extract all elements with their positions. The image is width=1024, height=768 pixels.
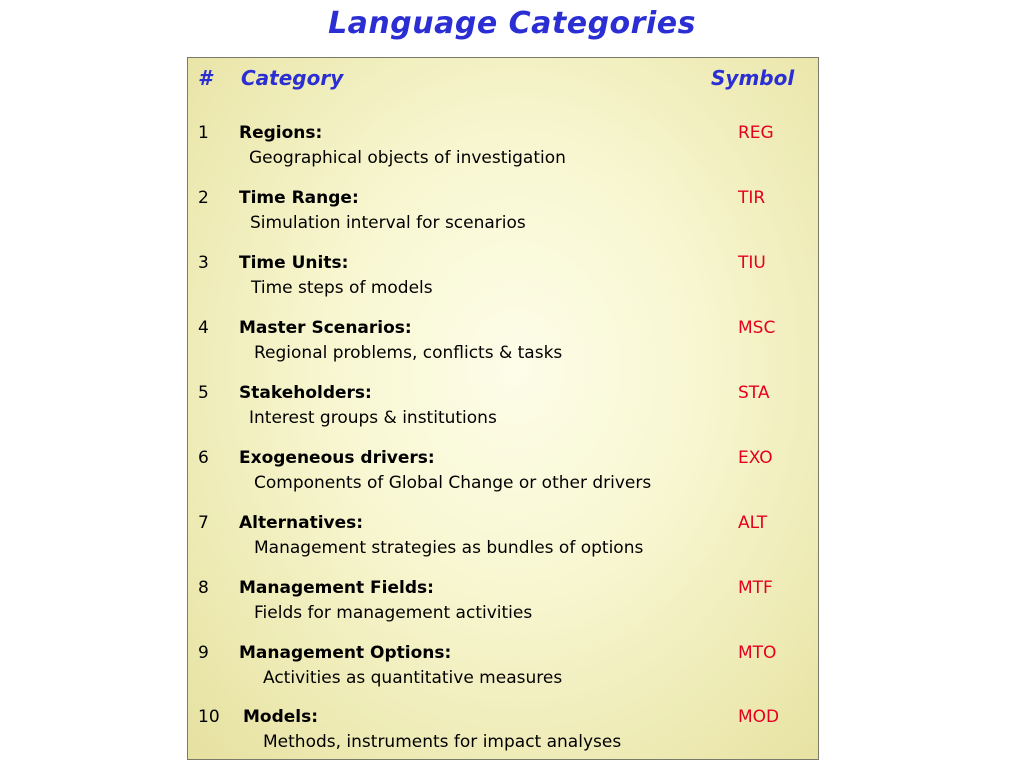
category-entry-exogeneous-drivers [0,448,1024,508]
entry-name: Regions: [239,123,323,143]
entry-number: 5 [198,383,209,403]
entry-description: Simulation interval for scenarios [250,213,526,233]
entry-description: Activities as quantitative measures [263,668,563,688]
entry-symbol: REG [738,123,774,143]
entry-symbol: TIU [738,253,766,273]
entry-description: Regional problems, conflicts & tasks [254,343,563,363]
page-title: Language Categories [328,6,696,41]
entry-symbol: MTO [738,643,777,663]
header-number: # [198,66,212,90]
entry-description: Management strategies as bundles of options [254,538,644,558]
entry-name: Master Scenarios: [239,318,412,338]
entry-number: 3 [198,253,209,273]
entry-name: Time Range: [239,188,359,208]
entry-name: Management Fields: [239,578,434,598]
entry-symbol: EXO [738,448,773,468]
category-entry-stakeholders [0,383,1024,443]
entry-name: Alternatives: [239,513,364,533]
category-entry-regions [0,123,1024,183]
entry-number: 9 [198,643,209,663]
entry-name: Time Units: [239,253,349,273]
entry-symbol: TIR [738,188,766,208]
entry-name: Exogeneous drivers: [239,448,435,468]
header-symbol: Symbol [711,66,795,90]
entry-number: 10 [198,707,220,727]
entry-description: Components of Global Change or other drivers [254,473,652,493]
category-entry-time-range [0,188,1024,248]
entry-symbol: MTF [738,578,773,598]
category-entry-management-options [0,643,1024,703]
entry-description: Interest groups & institutions [249,408,497,428]
entry-description: Geographical objects of investigation [249,148,566,168]
entry-description: Fields for management activities [254,603,533,623]
category-entry-management-fields [0,578,1024,638]
entry-number: 8 [198,578,209,598]
category-entry-alternatives [0,513,1024,573]
entry-symbol: STA [738,383,770,403]
entry-description: Time steps of models [251,278,433,298]
entry-symbol: ALT [738,513,768,533]
entry-name: Stakeholders: [239,383,372,403]
entry-number: 1 [198,123,209,143]
entry-number: 4 [198,318,209,338]
category-entry-master-scenarios [0,318,1024,378]
entry-symbol: MOD [738,707,780,727]
entry-number: 2 [198,188,209,208]
entry-number: 7 [198,513,209,533]
header-category: Category [241,66,344,90]
category-entry-time-units [0,253,1024,313]
entry-description: Methods, instruments for impact analyses [263,732,622,752]
category-entry-models [0,707,1024,767]
entry-number: 6 [198,448,209,468]
entry-name: Models: [243,707,319,727]
entry-name: Management Options: [239,643,452,663]
entry-symbol: MSC [738,318,776,338]
